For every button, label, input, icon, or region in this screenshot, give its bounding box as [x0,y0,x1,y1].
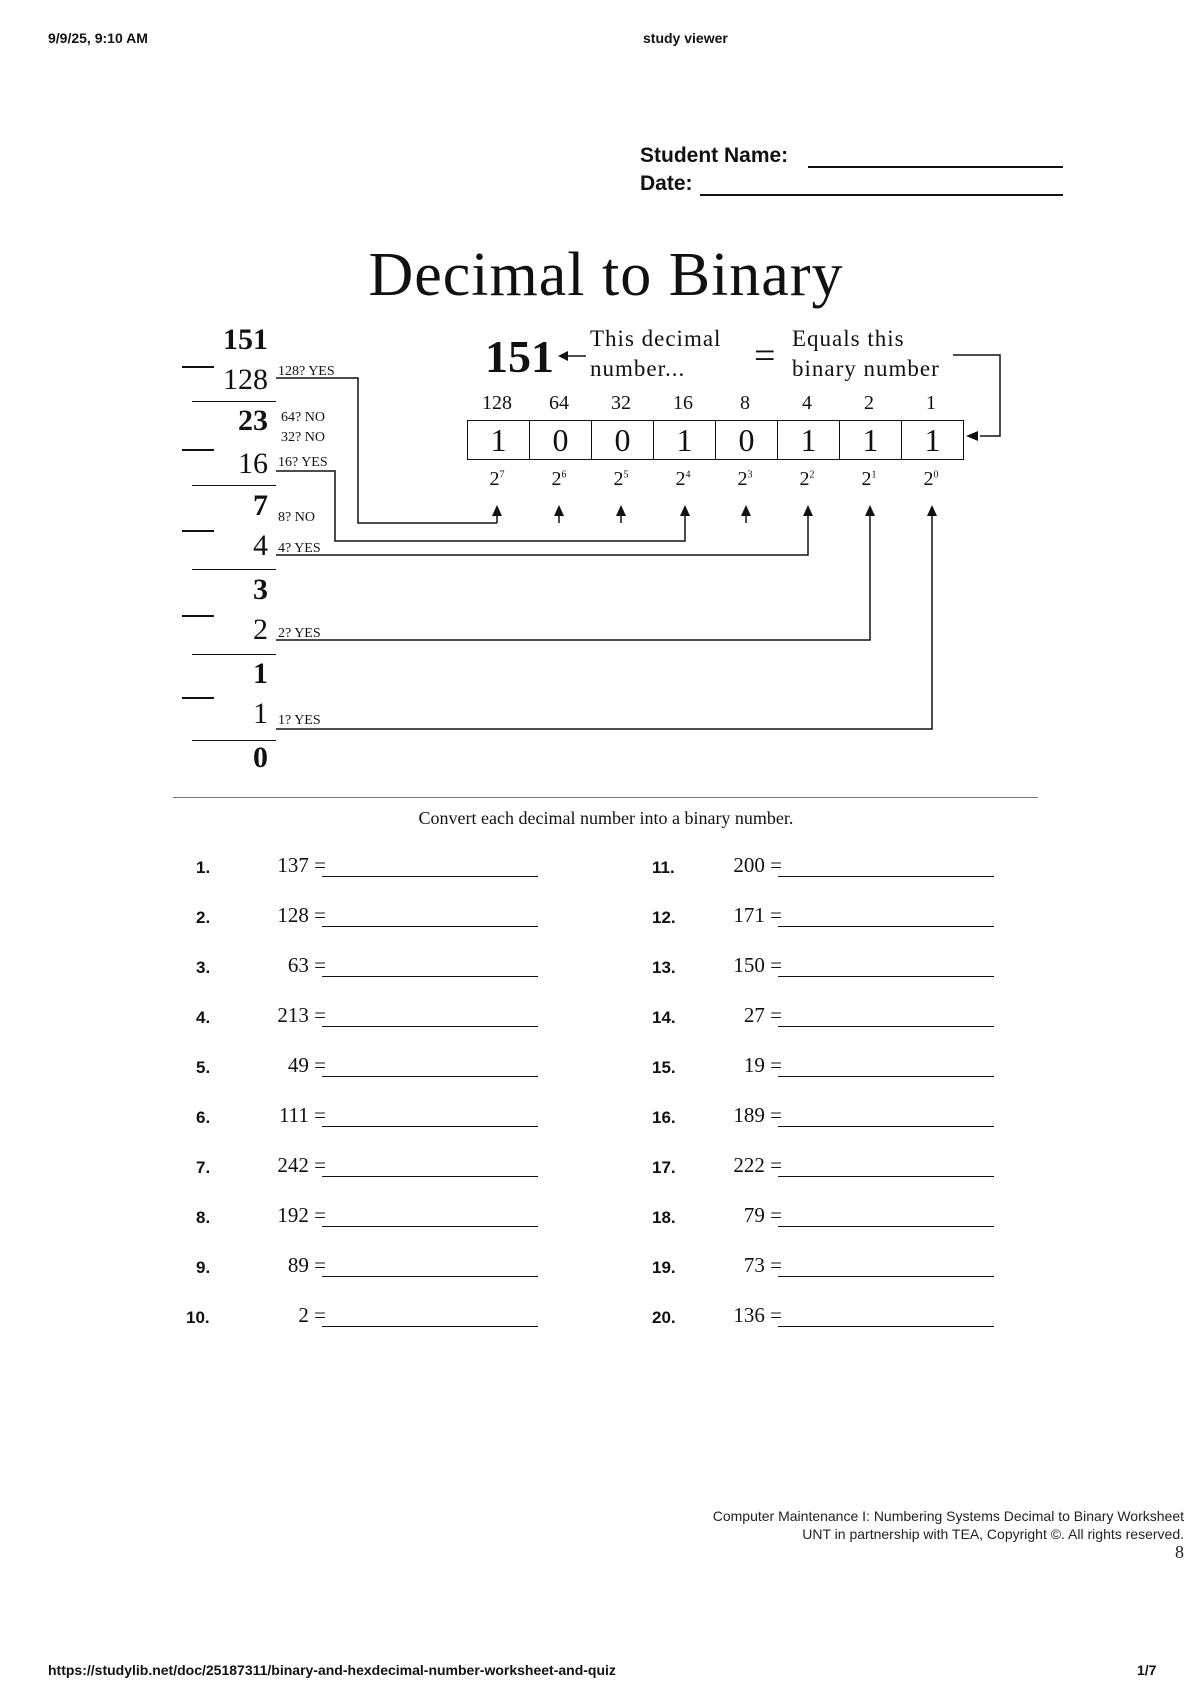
answer-line[interactable] [778,976,994,977]
binary-digit: 1 [924,422,941,458]
problem-number: 1. [196,858,211,877]
problem-value: 242 = [277,1153,326,1177]
example-decimal: 151 [485,331,554,382]
answer-line[interactable] [322,1276,538,1277]
calc-sub-4: 4 [253,529,268,562]
calc-note-128: 128? YES [278,364,335,379]
arrowhead-128 [492,505,502,516]
calc-note-16: 16? YES [278,455,328,470]
arrowhead-32 [616,505,626,516]
answer-line[interactable] [778,926,994,927]
connector-2 [276,512,870,640]
problem-value: 171 = [733,903,782,927]
answer-line[interactable] [322,976,538,977]
answer-line[interactable] [322,926,538,927]
answer-line[interactable] [322,1326,538,1327]
problem-number: 16. [652,1108,676,1127]
problem-number: 18. [652,1208,676,1227]
answer-line[interactable] [322,1126,538,1127]
problem-value: 79 = [743,1203,782,1227]
problem-number: 5. [196,1058,211,1077]
calc-rem-7: 7 [253,489,268,522]
example-binary-caption-1: Equals this [792,326,905,351]
calc-sub-2: 2 [253,613,268,646]
page-number: 8 [1175,1542,1184,1562]
arrowhead-64 [554,505,564,516]
instructions: Convert each decimal number into a binary number. [418,808,794,828]
power-label: $2^2$ [799,468,815,490]
problem-number: 9. [196,1258,211,1277]
worksheet-title: Decimal to Binary [368,241,844,309]
problem-number: 10. [186,1308,210,1327]
problem-value: 73 = [743,1253,782,1277]
answer-line[interactable] [322,1226,538,1227]
problem-number: 4. [196,1008,211,1027]
calc-rem-3: 3 [253,573,268,606]
problem-number: 15. [652,1058,676,1077]
binary-digit: 0 [592,421,654,459]
power-label: $2^7$ [489,468,505,490]
place-value-1: 1 [926,392,936,414]
binary-digit: 1 [654,421,716,459]
place-value-64: 64 [549,392,569,414]
problem-value: 150 = [733,953,782,977]
calc-rule [192,654,276,655]
calc-note-4: 4? YES [278,541,321,556]
problem-number: 19. [652,1258,676,1277]
answer-line[interactable] [322,1076,538,1077]
problem-value: 19 = [743,1053,782,1077]
problem-value: 111 = [278,1103,326,1127]
problem-value: 49 = [287,1053,326,1077]
problem-value: 222 = [733,1153,782,1177]
binary-digit: 0 [716,421,778,459]
calc-rule [192,569,276,570]
place-value-4: 4 [802,392,812,414]
place-value-32: 32 [611,392,631,414]
calc-rem-0: 0 [253,741,268,774]
problem-value: 200 = [733,853,782,877]
place-value-128: 128 [482,392,512,414]
binary-digit: 1 [468,421,530,459]
answer-line[interactable] [778,1326,994,1327]
example-equals: = [754,335,776,377]
problem-number: 6. [196,1108,211,1127]
answer-line[interactable] [778,1276,994,1277]
answer-line[interactable] [778,1226,994,1227]
problem-value: 89 = [287,1253,326,1277]
calc-note-32: 32? NO [281,430,325,445]
calc-note-64: 64? NO [281,410,325,425]
power-label: $2^6$ [551,468,567,490]
print-page-count: 1/7 [1137,1662,1157,1678]
example-decimal-caption-1: This decimal [590,326,722,351]
problem-number: 3. [196,958,211,977]
answer-line[interactable] [322,876,538,877]
arrowhead-8 [741,505,751,516]
power-label: $2^5$ [613,468,629,490]
answer-line[interactable] [778,1126,994,1127]
calc-rule [192,485,276,486]
calc-rem-23: 23 [238,404,268,437]
footer-line-1: Computer Maintenance I: Numbering Systems Decimal to Binary Worksheet [712,1508,1184,1524]
binary-digit: 1 [840,421,902,459]
section-divider [173,797,1038,798]
connector-4 [276,512,808,555]
place-value-8: 8 [740,392,750,414]
arrowhead-decimal [558,351,568,361]
problem-number: 17. [652,1158,676,1177]
connector-128 [276,378,497,523]
answer-line[interactable] [322,1026,538,1027]
power-label: $2^1$ [861,468,877,490]
answer-line[interactable] [778,1176,994,1177]
example-binary-caption-2: binary number [792,356,940,381]
problem-value: 27 = [743,1003,782,1027]
arrowhead-4 [803,505,813,516]
problem-value: 213 = [277,1003,326,1027]
place-value-2: 2 [864,392,874,414]
calc-rule [192,401,276,402]
arrowhead-binary [966,431,978,441]
binary-digit: 1 [778,421,840,459]
power-label: $2^0$ [923,468,939,490]
problem-number: 11. [652,858,675,877]
calc-rem-1: 1 [253,657,268,690]
problem-value: 189 = [733,1103,782,1127]
calc-note-2: 2? YES [278,626,321,641]
date-label: Date: [640,172,693,195]
problem-value: 128 = [277,903,326,927]
problem-number: 8. [196,1208,211,1227]
calc-sub-128: 128 [223,363,268,396]
problem-value: 2 = [298,1303,326,1327]
problem-number: 20. [652,1308,676,1327]
footer-line-2: UNT in partnership with TEA, Copyright ©. All rights reserved. [802,1526,1184,1542]
arrowhead-16 [680,505,690,516]
problem-value: 192 = [277,1203,326,1227]
problem-number: 7. [196,1158,211,1177]
place-value-16: 16 [673,392,693,414]
power-label: $2^4$ [675,468,691,490]
print-page-title: study viewer [643,30,728,46]
problem-number: 13. [652,958,676,977]
binary-digit-boxes [467,420,964,460]
answer-line[interactable] [778,1026,994,1027]
connector-1 [276,512,932,729]
problem-number: 14. [652,1008,676,1027]
binary-digit: 0 [530,421,592,459]
problem-number: 12. [652,908,676,927]
arrowhead-2 [865,505,875,516]
print-url[interactable]: https://studylib.net/doc/25187311/binary-and-hexdecimal-number-worksheet-and-quiz [48,1662,616,1678]
example-decimal-caption-2: number... [590,356,686,381]
problem-value: 63 = [287,953,326,977]
calc-note-1: 1? YES [278,713,321,728]
problem-value: 137 = [277,853,326,877]
calc-note-8: 8? NO [278,510,315,525]
calc-sub-16: 16 [238,447,268,480]
arrowhead-1 [927,505,937,516]
power-label: $2^3$ [737,468,753,490]
answer-line[interactable] [322,1176,538,1177]
print-datetime: 9/9/25, 9:10 AM [48,30,148,46]
problem-value: 136 = [733,1303,782,1327]
calc-start: 151 [223,323,268,356]
answer-line[interactable] [778,1076,994,1077]
answer-line[interactable] [778,876,994,877]
calc-sub-1: 1 [253,697,268,730]
student-name-label: Student Name: [640,144,789,167]
problem-number: 2. [196,908,211,927]
